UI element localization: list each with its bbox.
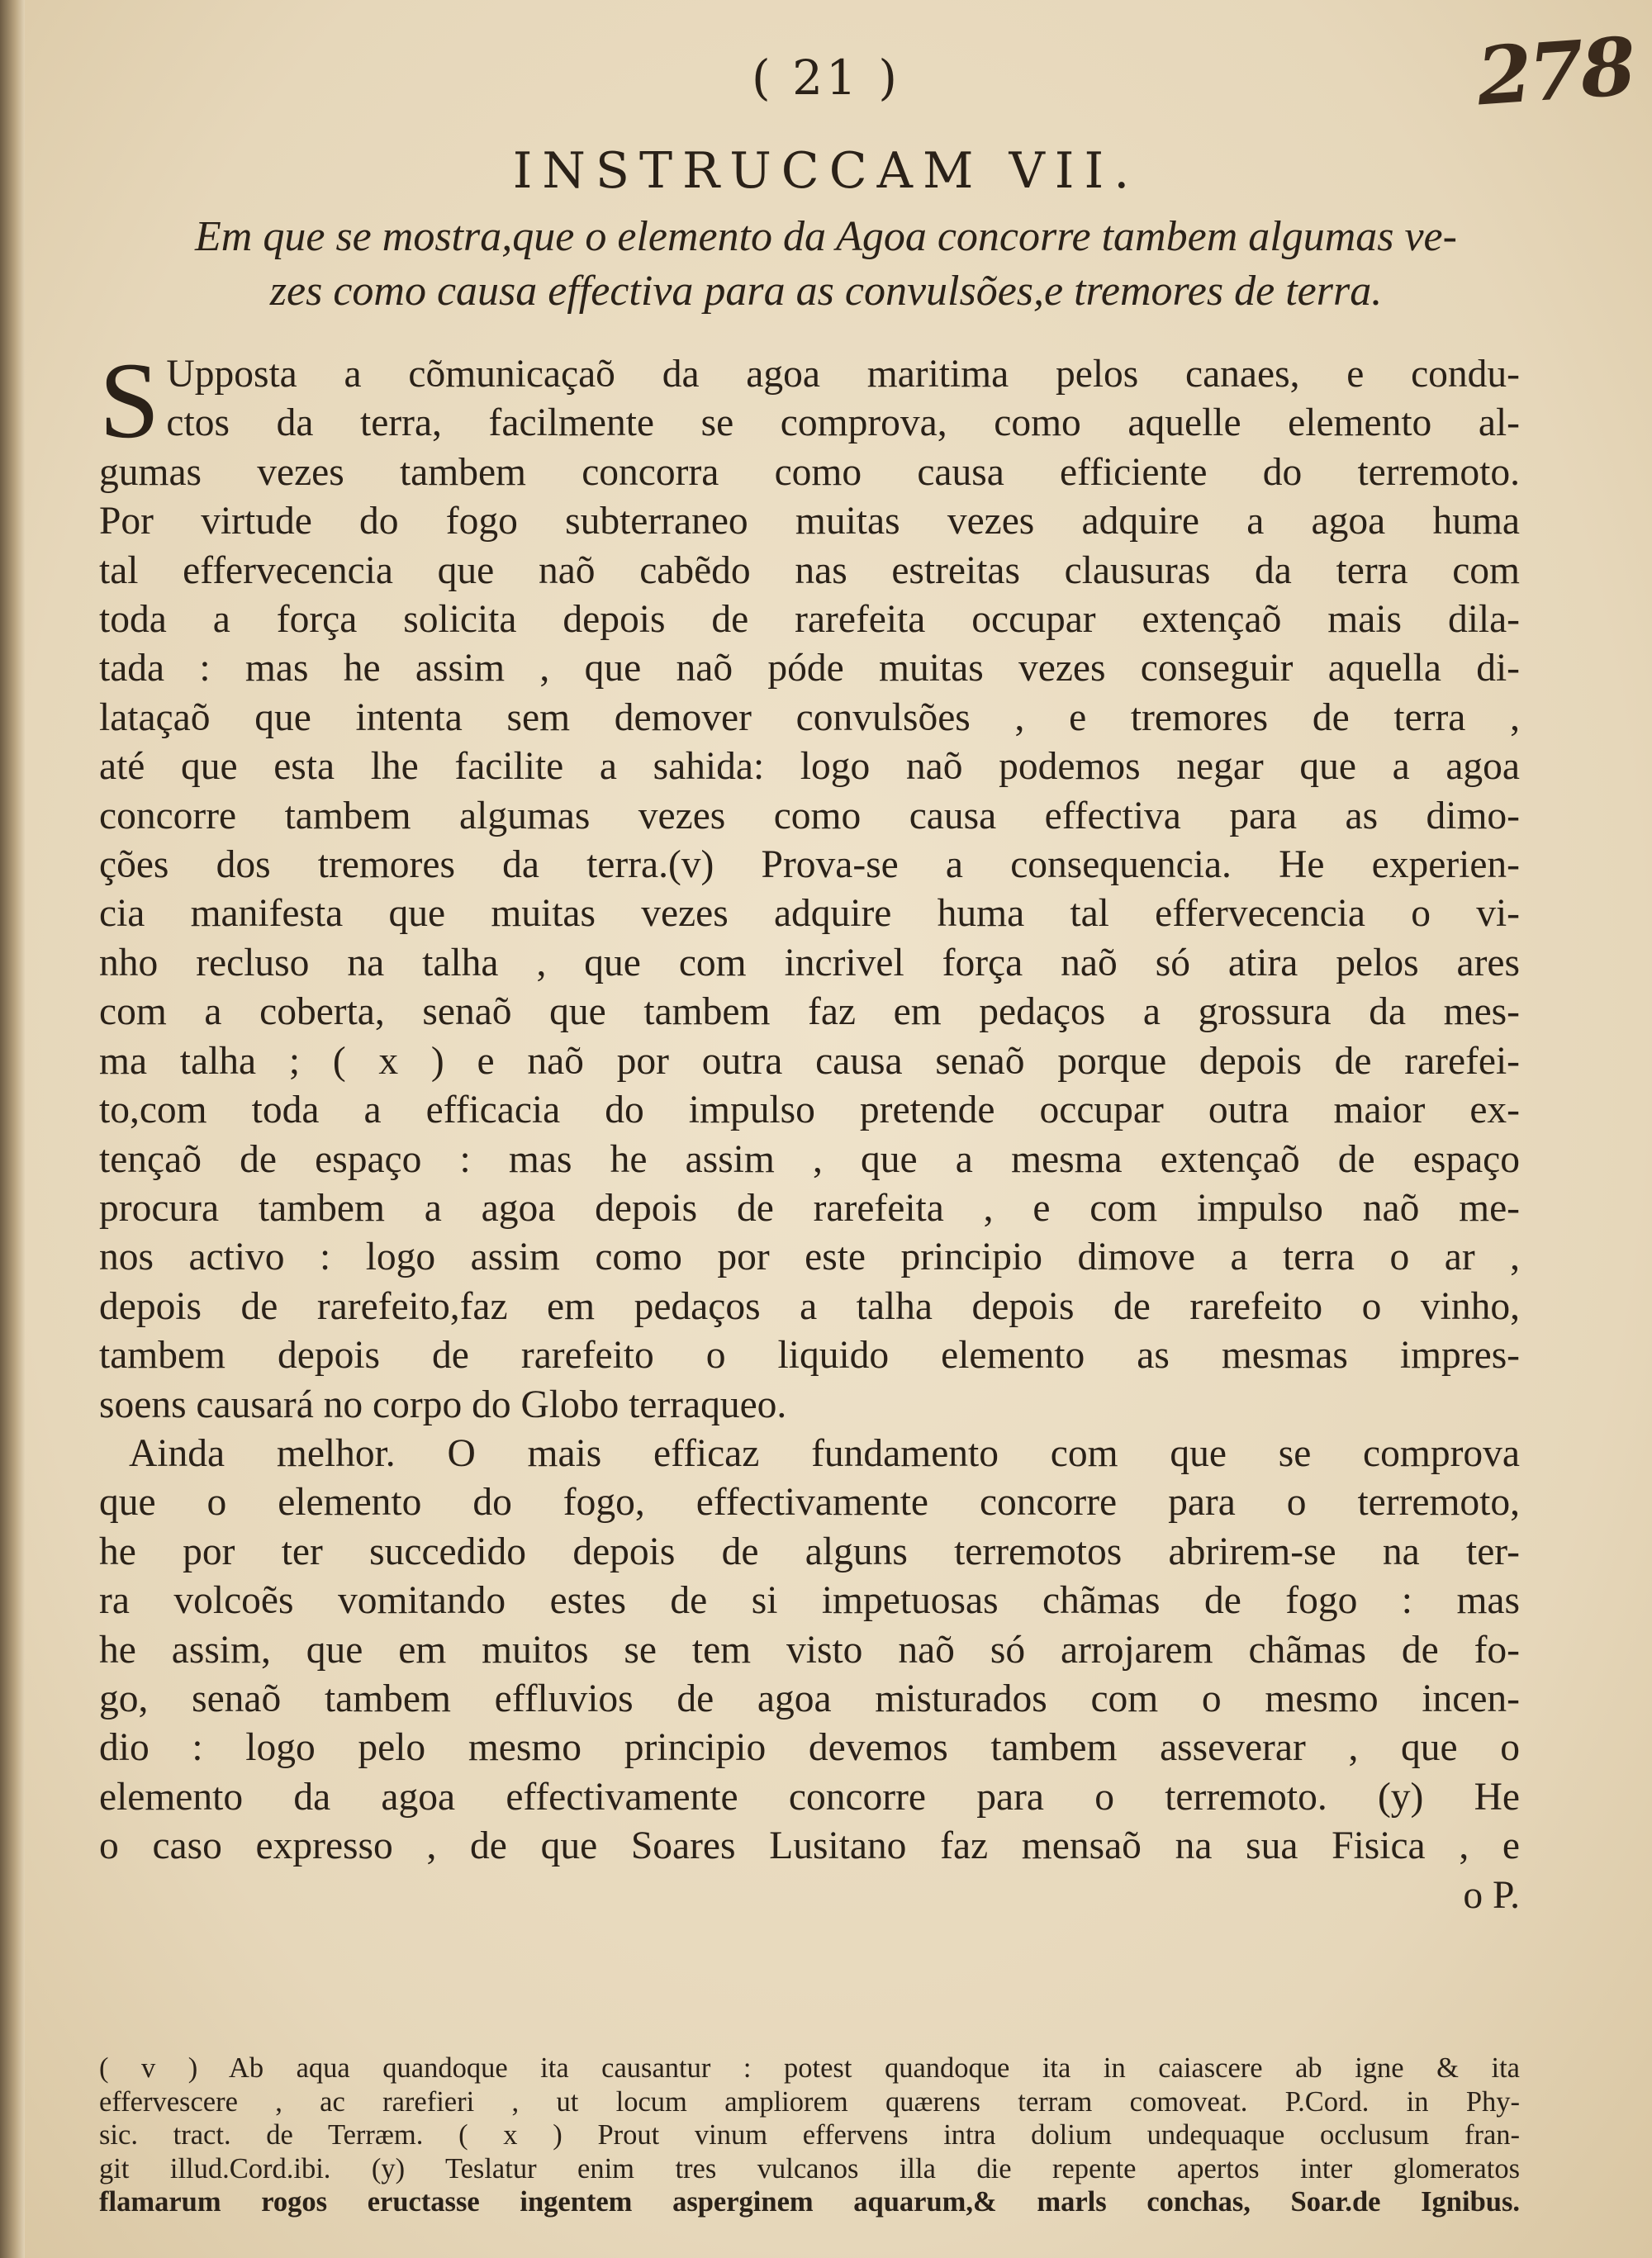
text-line: procura tambem a agoa depois de rarefeita , e com impulso naõ me-	[99, 1186, 1520, 1230]
text-line: o caso expresso , de que Soares Lusitano faz mensaõ na sua Fisica , e	[99, 1824, 1520, 1868]
text-line: he assim, que em muitos se tem visto naõ só arrojarem chãmas de fo-	[99, 1628, 1520, 1672]
text-line: gumas vezes tambem concorra como causa efficiente do terremoto.	[99, 450, 1520, 494]
footnote-line: flamarum rogos eructasse ingentem asperginem aquarum,& marls conchas, Soar.de Ignibus.	[99, 2186, 1520, 2218]
text-line: tençaõ de espaço : mas he assim , que a mesma extençaõ de espaço	[99, 1137, 1520, 1181]
text-line: até que esta lhe facilite a sahida: logo naõ podemos negar que a agoa	[99, 745, 1520, 789]
text-line: tada : mas he assim , que naõ póde muitas vezes conseguir aquella di-	[99, 647, 1520, 690]
text-line: Ainda melhor. O mais efficaz fundamento com que se comprova	[129, 1431, 1520, 1475]
text-line: tambem depois de rarefeito o liquido elemento as mesmas impres-	[99, 1334, 1520, 1378]
subtitle-line: zes como causa effectiva para as convulsões,e tremores de terra.	[269, 268, 1383, 315]
text-line: he por ter succedido depois de alguns terremotos abrirem-se na ter-	[99, 1530, 1520, 1573]
text-line: concorre tambem algumas vezes como causa effectiva para as dimo-	[99, 794, 1520, 837]
text-line: lataçaõ que intenta sem demover convulsões , e tremores de terra ,	[99, 695, 1520, 739]
text-line: cia manifesta que muitas vezes adquire huma tal effervecencia o vi-	[99, 892, 1520, 936]
page-number: ( 21 )	[752, 50, 900, 106]
text-line: toda a força solicita depois de rarefeita occupar extençaõ mais dila-	[99, 598, 1520, 642]
text-line: ra volcoẽs vomitando estes de si impetuosas chãmas de fogo : mas	[99, 1579, 1520, 1623]
catchword: o P.	[1463, 1873, 1520, 1917]
text-line: ma talha ; ( x ) e naõ por outra causa senaõ porque depois de rarefei-	[99, 1039, 1520, 1083]
text-line: nho recluso na talha , que com incrivel força naõ só atira pelos ares	[99, 941, 1520, 984]
text-line: elemento da agoa effectivamente concorre para o terremoto. (y) He	[99, 1775, 1520, 1819]
footnote-line: sic. tract. de Terræm. ( x ) Prout vinum effervens intra dolium undequaque occlusum fran-	[99, 2119, 1520, 2151]
text-line: nos activo : logo assim como por este principio dimove a terra o ar ,	[99, 1236, 1520, 1279]
text-line: ções dos tremores da terra.(v) Prova-se a consequencia. He experien-	[99, 843, 1520, 887]
text-line: go, senaõ tambem effluvios de agoa misturados com o mesmo incen-	[99, 1677, 1520, 1720]
footnote-line: effervescere , ac rarefieri , ut locum ampliorem quærens terram comoveat. P.Cord. in Phy-	[99, 2085, 1520, 2118]
footnote-line: ( v ) Ab aqua quandoque ita causantur : potest quandoque ita in caiascere ab igne & ita	[99, 2052, 1520, 2084]
text-line: soens causará no corpo do Globo terraqueo.	[99, 1383, 787, 1426]
text-line: Upposta a cõmunicaçaõ da agoa maritima pelos canaes, e condu-	[166, 353, 1520, 396]
text-line: com a coberta, senaõ que tambem faz em pedaços a grossura da mes-	[99, 990, 1520, 1034]
text-line: depois de rarefeito,faz em pedaços a talha depois de rarefeito o vinho,	[99, 1284, 1520, 1328]
text-line: ctos da terra, facilmente se comprova, como aquelle elemento al-	[166, 401, 1520, 445]
chapter-heading: INSTRUCCAM VII.	[512, 142, 1140, 200]
text-line: que o elemento do fogo, effectivamente concorre para o terremoto,	[99, 1481, 1520, 1525]
handwritten-folio-number: 278	[1473, 19, 1635, 124]
text-line: to,com toda a efficacia do impulso pretende occupar outra maior ex-	[99, 1089, 1520, 1132]
subtitle-line: Em que se mostra,que o elemento da Agoa concorre tambem algumas ve-	[195, 213, 1457, 260]
chapter-subtitle	[107, 210, 1545, 319]
drop-cap: S	[99, 339, 160, 461]
footnotes	[99, 2052, 1520, 2219]
book-binding	[0, 0, 25, 2258]
text-line: dio : logo pelo mesmo principio devemos tambem asseverar , que o	[99, 1726, 1520, 1770]
text-line: Por virtude do fogo subterraneo muitas vezes adquire a agoa huma	[99, 500, 1520, 543]
footnote-line: git illud.Cord.ibi. (y) Teslatur enim tres vulcanos illa die repente apertos inter glomeratos	[99, 2152, 1520, 2184]
text-line: tal effervecencia que naõ cabẽdo nas estreitas clausuras da terra com	[99, 548, 1520, 592]
body-text	[99, 339, 1520, 1920]
